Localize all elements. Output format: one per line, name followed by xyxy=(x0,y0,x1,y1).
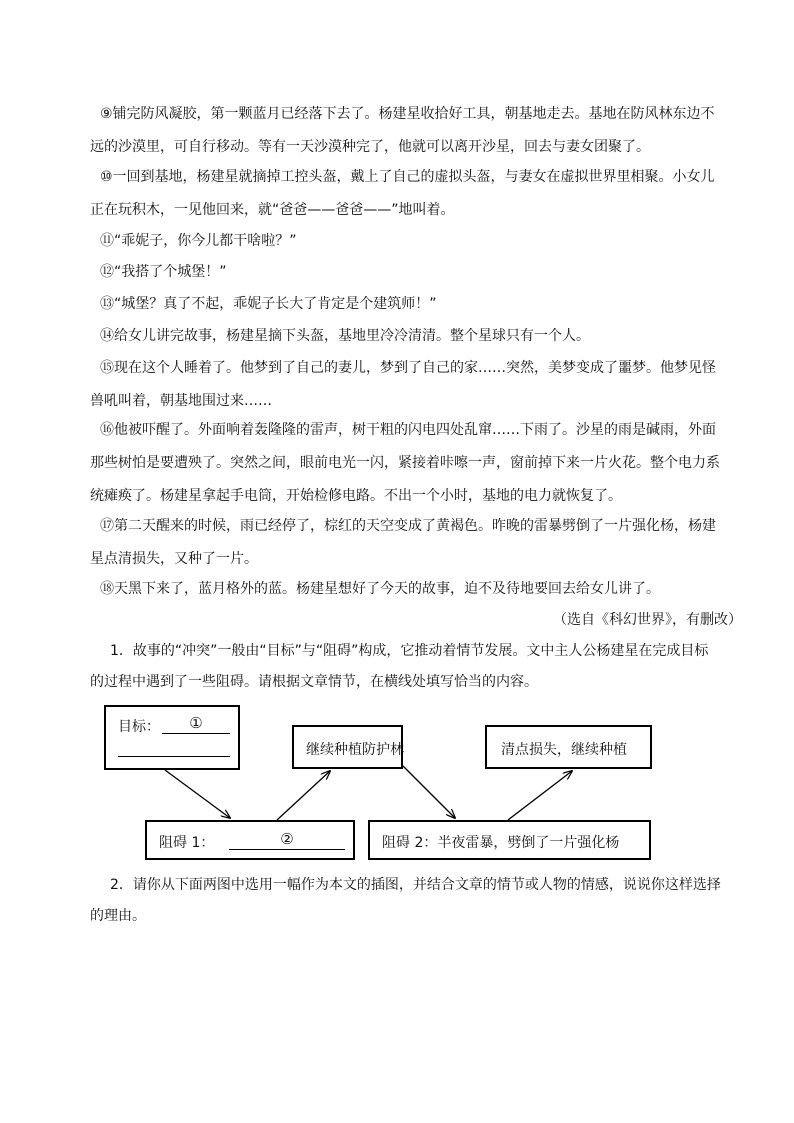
goal-label: 目标： xyxy=(118,719,160,735)
goal-blank-2[interactable] xyxy=(118,737,230,757)
obstacle-1-box xyxy=(145,820,355,860)
paragraph-18: ⑱天黑下来了，蓝月格外的蓝。杨建星想好了今天的故事，迫不及待地要回去给女儿讲了。 xyxy=(100,581,660,597)
goal-blank-1[interactable]: ① xyxy=(162,714,230,734)
source-citation: （选自《科幻世界》，有删改） xyxy=(553,612,742,628)
paragraph-16: ⑯他被吓醒了。外面响着轰隆隆的雷声，树干粗的闪电四处乱窜……下雨了。沙星的雨是碱雨，外面那些树怕是要遭殃了。突然之间，眼前电光一闪，紧接着咔嚓一声，窗前掉下来一片火花。整个电力系统瘫痪了。杨建星拿起手电筒，开始检修电路。不出一个小时，基地的电力就恢复了。 xyxy=(90,422,720,504)
paragraph-10: ⑩一回到基地，杨建星就摘掉工控头盔，戴上了自己的虚拟头盔，与妻女在虚拟世界里相聚。小女儿正在玩积木，一见他回来，就“爸爸——爸爸——”地叫着。 xyxy=(90,169,715,218)
question-1: 1．故事的“冲突”一般由“目标”与“阻碍”构成，它推动着情节发展。文中主人公杨建星在完成目标的过程中遇到了一些阻碍。请根据文章情节，在横线处填写恰当的内容。 xyxy=(90,643,709,690)
count-losses-box xyxy=(485,725,652,769)
arrow-obstacle2-to-count xyxy=(508,771,572,820)
paragraph-15: ⑮现在这个人睡着了。他梦到了自己的妻儿，梦到了自己的家……突然，美梦变成了噩梦。他梦见怪兽吼叫着，朝基地围过来…… xyxy=(90,360,716,409)
obstacle-1-label: 阻碍 1： xyxy=(159,835,215,851)
obstacle-2-box xyxy=(368,820,651,860)
obstacle-2-text: 阻碍 2：半夜雷暴，劈倒了一片强化杨 xyxy=(382,835,620,851)
count-losses-text: 清点损失，继续种植 xyxy=(501,742,627,758)
goal-box xyxy=(104,705,240,770)
paragraph-14: ⑭给女儿讲完故事，杨建星摘下头盔，基地里冷冷清清。整个星球只有一个人。 xyxy=(100,328,590,344)
arrow-continue-to-obstacle2 xyxy=(403,766,455,818)
continue-planting-text: 继续种植防护林 xyxy=(306,742,404,758)
obstacle-1-blank[interactable]: ② xyxy=(229,830,345,850)
question-2: 2．请你从下面两图中选用一幅作为本文的插图，并结合文章的情节或人物的情感，说说你这样选择的理由。 xyxy=(90,877,721,924)
paragraph-13: ⑬“城堡？真了不起，乖妮子长大了肯定是个建筑师！” xyxy=(100,296,437,312)
continue-planting-box xyxy=(292,725,403,769)
arrow-obstacle1-to-continue xyxy=(277,771,330,820)
paragraph-9: ⑨铺完防风凝胶，第一颗蓝月已经落下去了。杨建星收拾好工具，朝基地走去。基地在防风林东边不远的沙漠里，可自行移动。等有一天沙漠种完了，他就可以离开沙星，回去与妻女团聚了。 xyxy=(90,106,715,155)
paragraph-12: ⑫“我搭了个城堡！” xyxy=(100,264,227,280)
paragraph-17: ⑰第二天醒来的时候，雨已经停了，棕红的天空变成了黄褐色。昨晚的雷暴劈倒了一片强化杨，杨建星点清损失，又种了一片。 xyxy=(90,518,716,567)
paragraph-11: ⑪“乖妮子，你今儿都干啥啦？” xyxy=(100,233,297,249)
arrow-goal-to-obstacle1 xyxy=(165,770,230,818)
